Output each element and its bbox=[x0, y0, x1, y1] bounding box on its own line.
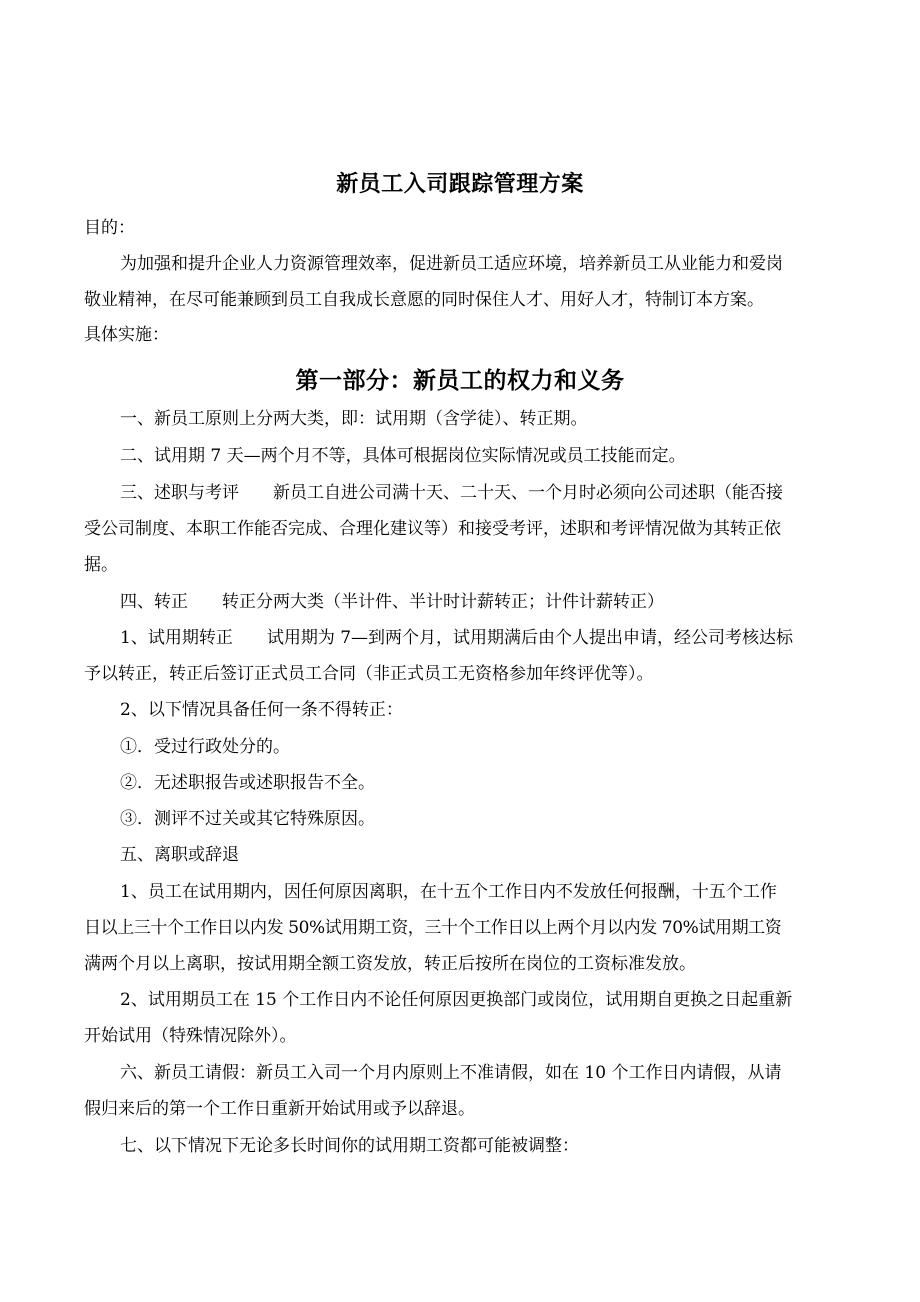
item-1: 一、新员工原则上分两大类，即：试用期（含学徒）、转正期。 bbox=[120, 409, 588, 429]
item-4-1-line-2: 予以转正，转正后签订正式员工合同（非正式员工无资格参加年终评优等）。 bbox=[84, 664, 654, 684]
implementation-label: 具体实施： bbox=[84, 325, 169, 345]
item-2: 二、试用期 7 天—两个月不等，具体可根据岗位实际情况或员工技能而定。 bbox=[120, 446, 686, 466]
purpose-line-1: 为加强和提升企业人力资源管理效率，促进新员工适应环境，培养新员工从业能力和爱岗 bbox=[120, 254, 783, 274]
item-5-2-line-1: 2、试用期员工在 15 个工作日内不论任何原因更换部门或岗位，试用期自更换之日起重新 bbox=[120, 990, 793, 1010]
item-4-2-a: ①．受过行政处分的。 bbox=[120, 737, 290, 757]
document-title: 新员工入司跟踪管理方案 bbox=[336, 171, 584, 197]
section-1-title: 第一部分：新员工的权力和义务 bbox=[295, 367, 625, 394]
item-6-line-1: 六、新员工请假：新员工入司一个月内原则上不准请假，如在 10 个工作日内请假，从请 bbox=[120, 1063, 782, 1083]
item-3-line-1: 三、述职与考评 新员工自进公司满十天、二十天、一个月时必须向公司述职（能否接 bbox=[120, 483, 783, 503]
item-4-1-line-1: 1、试用期转正 试用期为 7—到两个月，试用期满后由个人提出申请，经公司考核达标 bbox=[120, 628, 794, 648]
item-4-2: 2、以下情况具备任何一条不得转正： bbox=[120, 700, 403, 720]
item-5: 五、离职或辞退 bbox=[120, 845, 239, 865]
item-4: 四、转正 转正分两大类（半计件、半计时计薪转正；计件计薪转正） bbox=[120, 592, 664, 612]
item-5-1-line-2: 日以上三十个工作日以内发 50%试用期工资，三十个工作日以上两个月以内发 70%试用期工资 bbox=[84, 918, 782, 938]
item-6-line-2: 假归来后的第一个工作日重新开始试用或予以辞退。 bbox=[84, 1099, 475, 1119]
item-5-1-line-3: 满两个月以上离职，按试用期全额工资发放，转正后按所在岗位的工资标准发放。 bbox=[84, 954, 696, 974]
item-7: 七、以下情况下无论多长时间你的试用期工资都可能被调整： bbox=[120, 1136, 579, 1156]
purpose-label: 目的： bbox=[84, 218, 135, 238]
item-3-line-2: 受公司制度、本职工作能否完成、合理化建议等）和接受考评，述职和考评情况做为其转正依 bbox=[84, 519, 781, 539]
item-4-2-c: ③．测评不过关或其它特殊原因。 bbox=[120, 809, 375, 829]
purpose-line-2: 敬业精神，在尽可能兼顾到员工自我成长意愿的同时保住人才、用好人才，特制订本方案。 bbox=[84, 290, 764, 310]
item-4-2-b: ②．无述职报告或述职报告不全。 bbox=[120, 773, 375, 793]
item-3-line-3: 据。 bbox=[84, 555, 118, 575]
item-5-1-line-1: 1、员工在试用期内，因任何原因离职，在十五个工作日内不发放任何报酬，十五个工作 bbox=[120, 882, 777, 902]
item-5-2-line-2: 开始试用（特殊情况除外）。 bbox=[84, 1026, 297, 1046]
